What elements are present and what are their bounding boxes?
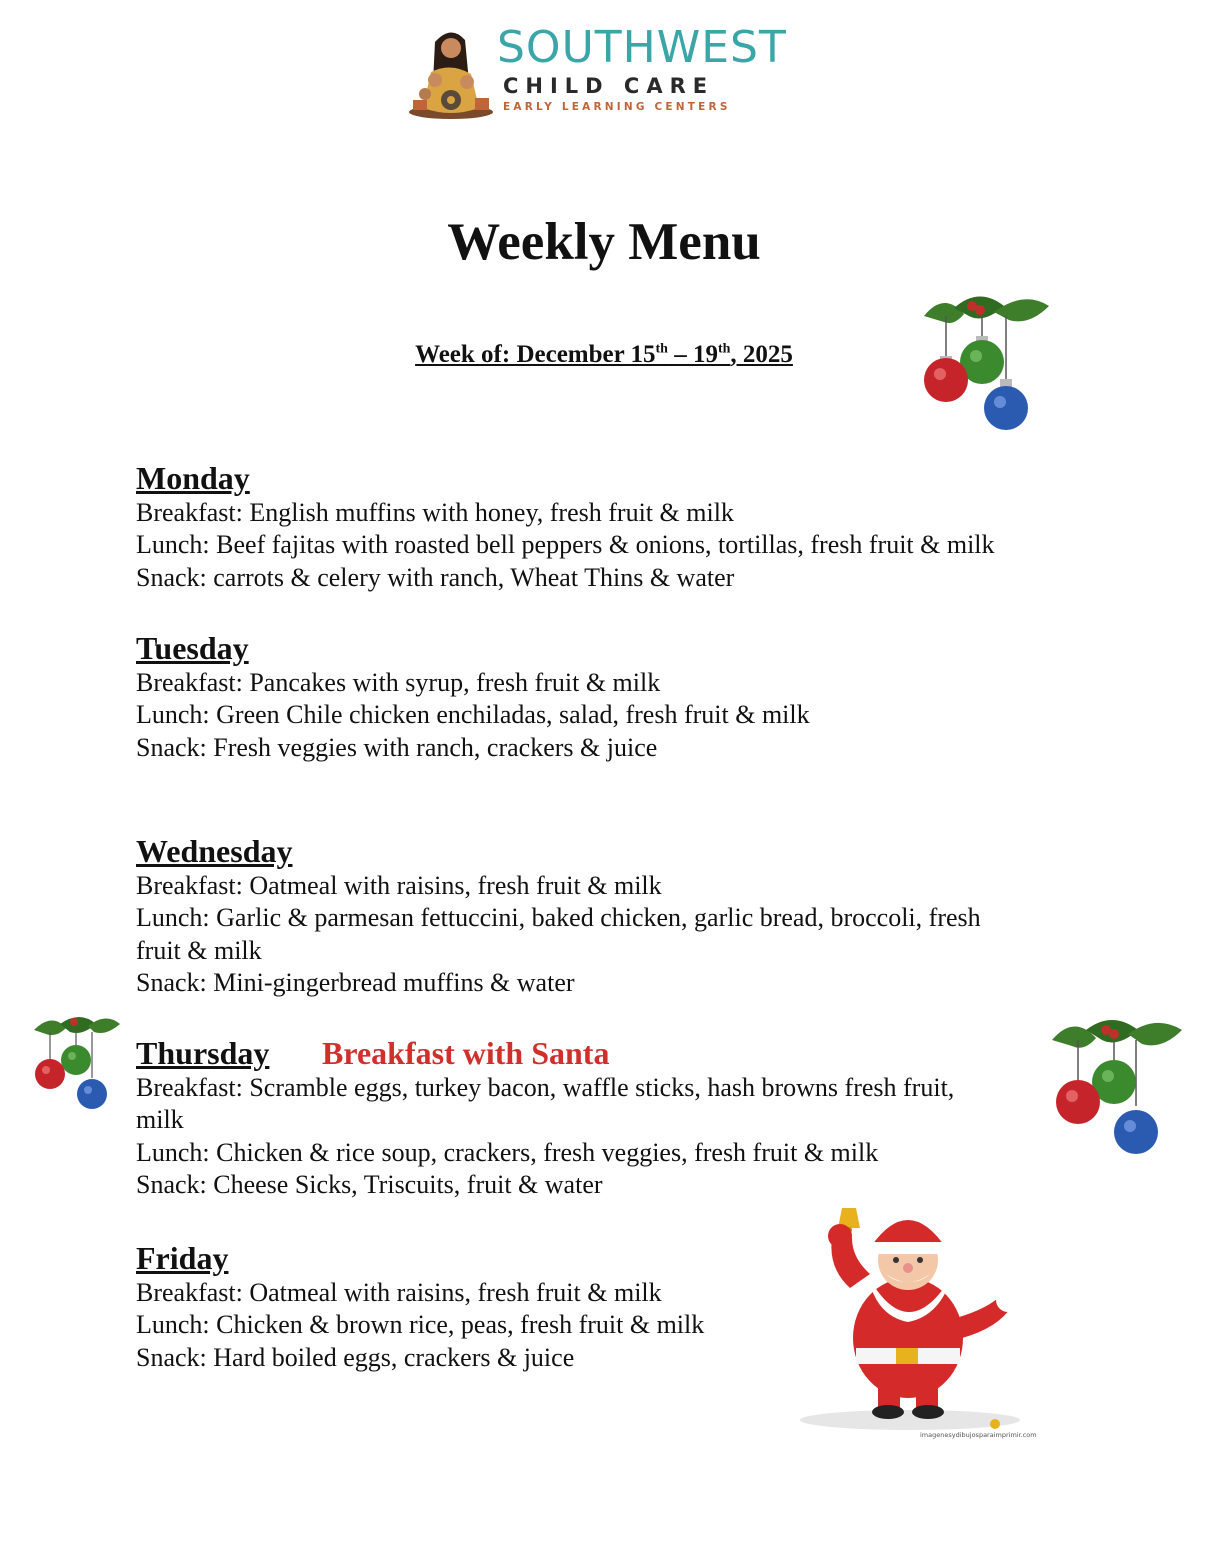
tuesday-snack: Snack: Fresh veggies with ranch, crackers & juice: [136, 732, 658, 762]
page-title: Weekly Menu: [447, 213, 761, 271]
friday-lunch: Lunch: Chicken & brown rice, peas, fresh fruit & milk: [136, 1310, 705, 1340]
logo-wordmark-southwest: SOUTHWEST: [497, 22, 787, 73]
day-wednesday: [136, 833, 1076, 1000]
wednesday-breakfast: Breakfast: Oatmeal with raisins, fresh fruit & milk: [136, 870, 662, 900]
week-of-prefix: Week of: December 15: [415, 341, 656, 368]
santa-image-credit: imagenesydibujosparaimprimir.com: [920, 1431, 1037, 1439]
week-of-sup-1: th: [655, 341, 668, 357]
monday-lunch: Lunch: Beef fajitas with roasted bell peppers & onions, tortillas, fresh fruit & milk: [136, 530, 995, 560]
week-of-sup-2: th: [717, 341, 731, 357]
thursday-breakfast-line-2: milk: [136, 1105, 184, 1135]
wednesday-snack: Snack: Mini-gingerbread muffins & water: [136, 968, 575, 998]
day-heading-thursday: Thursday: [136, 1035, 270, 1071]
wednesday-lunch-line-2: fruit & milk: [136, 935, 262, 965]
christmas-ornaments-left-icon: [30, 1010, 122, 1114]
logo-wordmark-child-care: CHILD CARE: [503, 74, 715, 98]
thursday-breakfast-line-1: Breakfast: Scramble eggs, turkey bacon, waffle sticks, hash browns fresh fruit,: [136, 1072, 955, 1102]
tuesday-lunch: Lunch: Green Chile chicken enchiladas, salad, fresh fruit & milk: [136, 700, 810, 730]
day-heading-wednesday: Wednesday: [136, 833, 293, 869]
day-heading-tuesday: Tuesday: [136, 630, 249, 666]
breakfast-with-santa-label: Breakfast with Santa: [322, 1035, 610, 1071]
day-monday: [136, 460, 1076, 594]
day-tuesday: [136, 630, 1076, 764]
day-heading-monday: Monday: [136, 460, 250, 496]
logo: [405, 22, 785, 122]
monday-snack: Snack: carrots & celery with ranch, Wheat Thins & water: [136, 562, 735, 592]
christmas-ornaments-icon: [914, 286, 1054, 436]
christmas-ornaments-right-icon: [1046, 1010, 1186, 1160]
thursday-snack: Snack: Cheese Sicks, Triscuits, fruit & water: [136, 1170, 603, 1200]
day-heading-friday: Friday: [136, 1240, 229, 1276]
tuesday-breakfast: Breakfast: Pancakes with syrup, fresh fruit & milk: [136, 667, 661, 697]
thursday-lunch: Lunch: Chicken & rice soup, crackers, fresh veggies, fresh fruit & milk: [136, 1137, 879, 1167]
week-of-suffix: , 2025: [730, 341, 793, 368]
santa-claus-icon: [790, 1198, 1040, 1438]
logo-tagline: EARLY LEARNING CENTERS: [503, 101, 731, 113]
monday-breakfast: Breakfast: English muffins with honey, fresh fruit & milk: [136, 497, 734, 527]
logo-family-illustration: [405, 22, 497, 120]
week-of-middle: – 19: [667, 341, 718, 368]
wednesday-lunch-line-1: Lunch: Garlic & parmesan fettuccini, baked chicken, garlic bread, broccoli, fresh: [136, 903, 981, 933]
friday-snack: Snack: Hard boiled eggs, crackers & juice: [136, 1342, 575, 1372]
friday-breakfast: Breakfast: Oatmeal with raisins, fresh fruit & milk: [136, 1277, 662, 1307]
